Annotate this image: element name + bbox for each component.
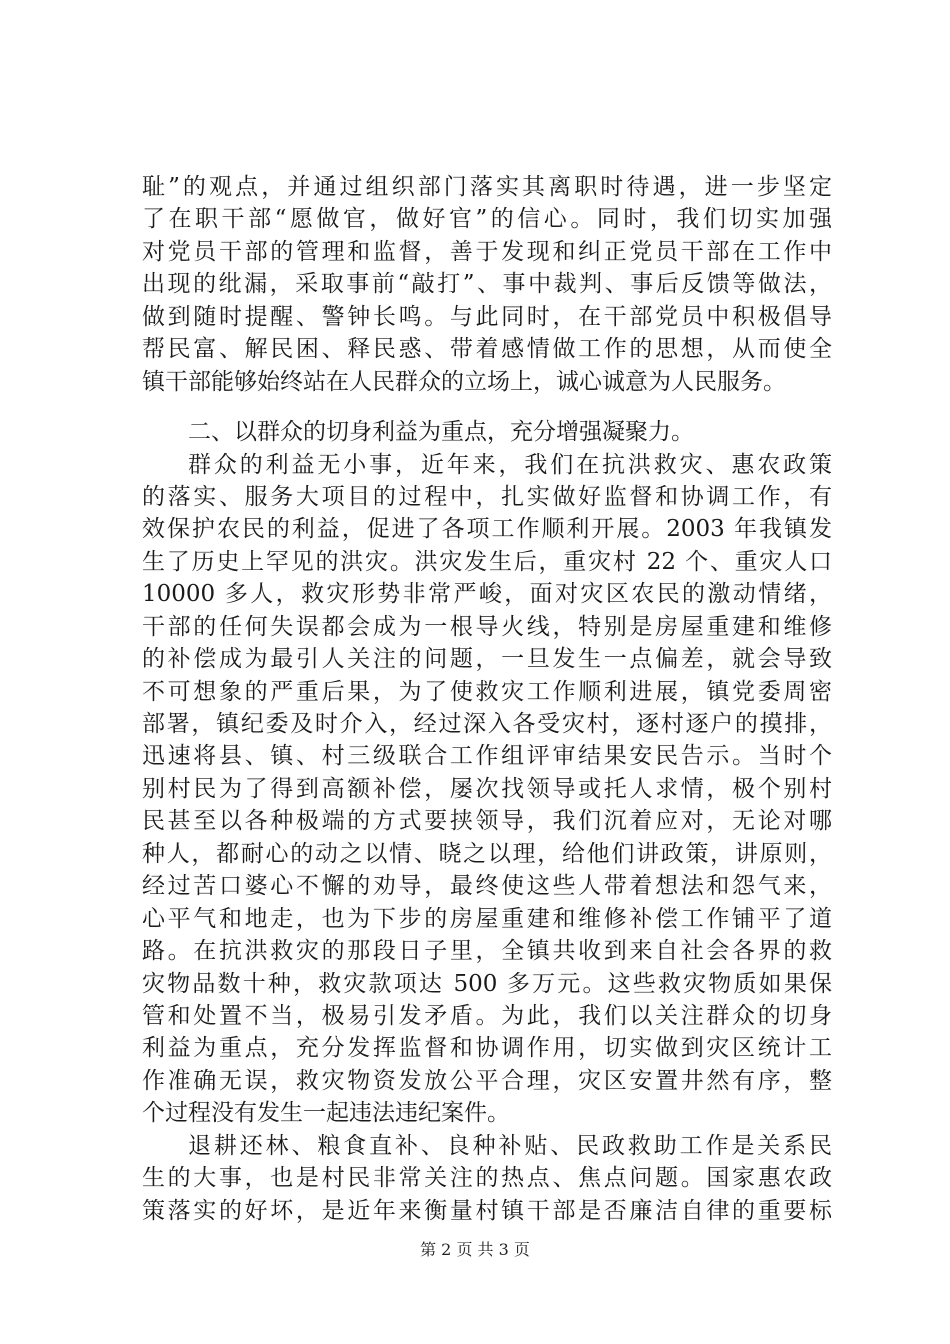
text-line: 作准确无误，救灾物资发放公平合理，灾区安置井然有序，整 [142, 1067, 832, 1094]
text-line: 灾物品数十种，救灾款项达 500 多万元。这些救灾物质如果保 [142, 970, 832, 997]
text-line: 出现的纰漏，采取事前“敲打”、事中裁判、事后反馈等做法， [142, 271, 832, 298]
text-line: 了在职干部“愿做官，做好官”的信心。同时，我们切实加强 [142, 206, 832, 233]
paragraph-gap [142, 398, 832, 416]
text-line: 10000 多人，救灾形势非常严峻，面对灾区农民的激动情绪， [142, 581, 832, 608]
text-line: 镇干部能够始终站在人民群众的立场上，诚心诚意为人民服务。 [142, 368, 786, 395]
text-line: 种人，都耐心的动之以情、晓之以理，给他们讲政策，讲原则， [142, 840, 832, 867]
text-line: 生的大事，也是村民非常关注的热点、焦点问题。国家惠农政 [142, 1165, 832, 1192]
text-line: 帮民富、解民困、释民惑、带着感情做工作的思想，从而使全 [142, 336, 832, 363]
text-line: 个过程没有发生一起违法违纪案件。 [142, 1100, 510, 1127]
text-line: 耻”的观点，并通过组织部门落实其离职时待遇，进一步坚定 [142, 174, 832, 200]
text-line: 心平气和地走，也为下步的房屋重建和维修补偿工作铺平了道 [142, 905, 832, 932]
text-line: 对党员干部的管理和监督，善于发现和纠正党员干部在工作中 [142, 238, 832, 265]
text-line: 部署，镇纪委及时介入，经过深入各受灾村，逐村逐户的摸排， [142, 711, 832, 737]
text-line: 经过苦口婆心不懈的劝导，最终使这些人带着想法和怨气来， [142, 873, 832, 900]
text-line: 策落实的好坏，是近年来衡量村镇干部是否廉洁自律的重要标 [142, 1197, 832, 1224]
text-line: 路。在抗洪救灾的那段日子里，全镇共收到来自社会各界的救 [142, 938, 832, 965]
text-line: 效保护农民的利益，促进了各项工作顺利开展。2003 年我镇发 [142, 516, 832, 543]
page-footer: 第 2 页 共 3 页 [420, 1240, 530, 1259]
text-line: 退耕还林、粮食直补、良种补贴、民政救助工作是关系民 [188, 1132, 832, 1159]
text-line: 民甚至以各种极端的方式要挟领导，我们沉着应对，无论对哪 [142, 808, 832, 835]
text-line: 的补偿成为最引人关注的问题，一旦发生一点偏差，就会导致 [142, 646, 832, 673]
text-line: 管和处置不当，极易引发矛盾。为此，我们以关注群众的切身 [142, 1002, 832, 1029]
text-line: 干部的任何失误都会成为一根导火线，特别是房屋重建和维修 [142, 613, 832, 640]
text-line: 的落实、服务大项目的过程中，扎实做好监督和协调工作，有 [142, 483, 832, 510]
text-line: 群众的利益无小事，近年来，我们在抗洪救灾、惠农政策 [188, 451, 832, 478]
text-line: 不可想象的严重后果，为了使救灾工作顺利进展，镇党委周密 [142, 678, 832, 705]
text-line: 生了历史上罕见的洪灾。洪灾发生后，重灾村 22 个、重灾人口 [142, 548, 832, 575]
text-line: 二、以群众的切身利益为重点，充分增强凝聚力。 [188, 419, 694, 446]
text-line: 做到随时提醒、警钟长鸣。与此同时，在干部党员中积极倡导 [142, 303, 832, 330]
text-line: 别村民为了得到高额补偿，屡次找领导或托人求情，极个别村 [142, 775, 832, 802]
document-body [142, 171, 832, 1227]
text-line: 利益为重点，充分发挥监督和协调作用，切实做到灾区统计工 [142, 1035, 832, 1062]
text-line: 迅速将县、镇、村三级联合工作组评审结果安民告示。当时个 [142, 743, 832, 770]
